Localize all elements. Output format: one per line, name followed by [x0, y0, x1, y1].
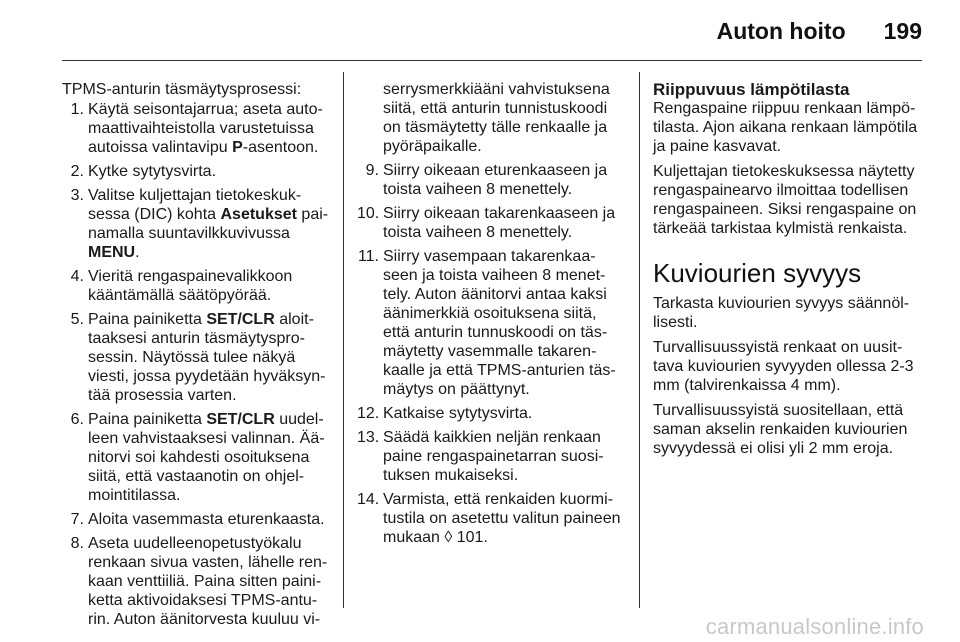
paragraph: Turvallisuussyistä suositellaan, että saman akselin renkaiden kuviourien syvyydessä ei olisi yli 2 mm eroja. — [653, 402, 908, 457]
list-item: 12. Katkaise sytytysvirta. — [357, 405, 533, 422]
subheading-temperature: Riippuvuus lämpötilasta — [653, 80, 850, 99]
page-ref-icon: ◊ — [444, 529, 453, 546]
steps-list-1 — [62, 100, 332, 629]
page-ref-link[interactable]: 101. — [456, 529, 488, 546]
list-item: 2. Kytke sytytysvirta. — [70, 163, 217, 180]
paragraph: Kuljettajan tietokeskuksessa näytetty rengaspainearvo ilmoittaa todellisen rengaspaineen. Siksi rengaspaine on tärkeää tarkistaa kylmistä renkaista. — [653, 163, 917, 237]
list-item: 10. Siirry oikeaan takarenkaaseen ja toista vaiheen 8 menettely. — [357, 205, 616, 241]
list-item: 8. Aseta uudelleenopetustyökalu renkaan sivua vasten, lähelle ren-kaan venttiiliä. Paina sitten paini-ketta aktivoidaksesi TPMS-antu-rin. Auton äänitorvesta kuuluu vi- — [70, 535, 328, 628]
list-item: 9. Siirry oikeaan eturenkaaseen ja toista vaiheen 8 menettely. — [365, 162, 608, 198]
column-divider-1 — [343, 72, 344, 608]
list-item: 5. Paina painiketta SET/CLR aloit-taaksesi anturin täsmäytyspro-sessin. Näytössä tulee näkyä viesti, jossa pyydetään hyväksyn-tää prosessia varten. — [70, 311, 326, 404]
watermark: carmanualsonline.info — [705, 614, 924, 639]
list-item-continuation: serrysmerkkiääni vahvistuksena siitä, että anturin tunnistuskoodi on täsmäytetty tälle renkaalle ja pyöräpaikalle. — [383, 81, 610, 155]
column-2 — [357, 80, 627, 552]
steps-list-2 — [357, 80, 627, 547]
paragraph: Tarkasta kuviourien syvyys säännöl-lisesti. — [653, 295, 910, 331]
list-item: 14. Varmista, että renkaiden kuormi-tustila on asetettu valitun paineen mukaan ◊ 101. — [357, 491, 621, 546]
list-item: 1. Käytä seisontajarrua; aseta auto-maattivaihteistolla varustetuissa autoissa valintavipu P-asentoon. — [70, 101, 323, 156]
page-number: 199 — [883, 18, 922, 44]
list-item: 3. Valitse kuljettajan tietokeskuk-sessa (DIC) kohta Asetukset pai-namalla suuntavilkkuvivussa MENU. — [70, 187, 329, 261]
page-header — [717, 18, 922, 45]
intro-text: TPMS-anturin täsmäytysprosessi: — [62, 81, 302, 98]
header-rule — [62, 60, 922, 61]
column-1 — [62, 80, 332, 634]
list-item: 7. Aloita vasemmasta eturenkaasta. — [70, 511, 325, 528]
paragraph: Turvallisuussyistä renkaat on uusit-tava kuviourien syvyyden ollessa 2-3 mm (talvirenkaissa 4 mm). — [653, 339, 914, 394]
list-item: 6. Paina painiketta SET/CLR uudel-leen vahvistaaksesi valinnan. Ää-nitorvi soi kahdesti osoituksena siitä, että vastaanotin on ohjel-mointitilassa. — [70, 411, 325, 504]
section-title: Auton hoito — [716, 18, 846, 44]
list-item: 11. Siirry vasempaan takarenkaa-seen ja toista vaiheen 8 menet-tely. Auton äänitorvi antaa kaksi äänimerkkiä osoituksena siitä, että anturin tunnuskoodi on täs-mäytetty vasemmalle takaren-kaalle ja että TPMS-anturien täs-mäytys on päättynyt. — [357, 248, 616, 398]
column-divider-2 — [639, 72, 640, 608]
list-item: 4. Vieritä rengaspainevalikkoon kääntämällä säätöpyörää. — [70, 268, 293, 304]
paragraph: Rengaspaine riippuu renkaan lämpö-tilasta. Ajon aikana renkaan lämpötila ja paine kasvavat. — [653, 100, 918, 155]
section-heading: Kuviourien syvyys — [653, 258, 862, 288]
column-3 — [653, 80, 925, 464]
list-item: 13. Säädä kaikkien neljän renkaan paine rengaspainetarran suosi-tuksen mukaiseksi. — [357, 429, 604, 484]
